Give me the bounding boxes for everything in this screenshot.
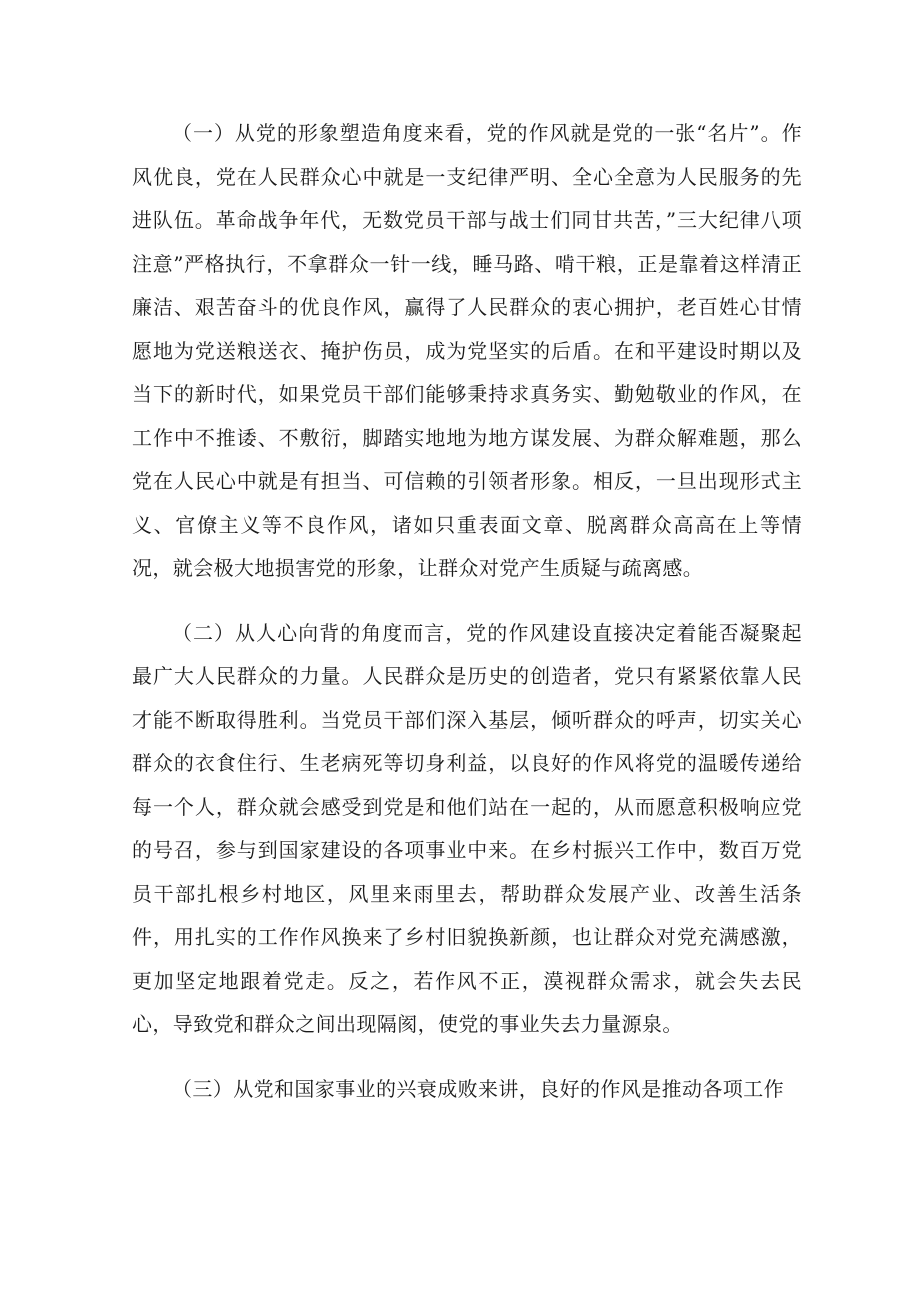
paragraph-2: （二）从人心向背的角度而言，党的作风建设直接决定着能否凝聚起最广大人民群众的力量。人民群众是历史的创造者，党只有紧紧依靠人民才能不断取得胜利。当党员干部们深入基层，倾听群众的呼声，切实关心群众的衣食住行、生老病死等切身利益，以良好的作风将党的温暖传递给每一个人，群众就会感受到党是和他们站在一起的，从而愿意积极响应党的号召，参与到国家建设的各项事业中来。在乡村振兴工作中，数百万党员干部扎根乡村地区，风里来雨里去，帮助群众发展产业、改善生活条件，用扎实的工作作风换来了乡村旧貌换新颜，也让群众对党充满感激，更加坚定地跟着党走。反之，若作风不正，漠视群众需求，就会失去民心，导致党和群众之间出现隔阂，使党的事业失去力量源泉。 [132, 620, 802, 1036]
paragraph-1: （一）从党的形象塑造角度来看，党的作风就是党的一张“名片”。作风优良，党在人民群众心中就是一支纪律严明、全心全意为人民服务的先进队伍。革命战争年代，无数党员干部与战士们同甘共苦，”三大纪律八项注意”严格执行，不拿群众一针一线，睡马路、啃干粮，正是靠着这样清正廉洁、艰苦奋斗的优良作风，赢得了人民群众的衷心拥护，老百姓心甘情愿地为党送粮送衣、掩护伤员，成为党坚实的后盾。在和平建设时期以及当下的新时代，如果党员干部们能够秉持求真务实、勤勉敬业的作风，在工作中不推诿、不敷衍，脚踏实地地为地方谋发展、为群众解难题，那么党在人民心中就是有担当、可信赖的引领者形象。相反，一旦出现形式主义、官僚主义等不良作风，诸如只重表面文章、脱离群众高高在上等情况，就会极大地损害党的形象，让群众对党产生质疑与疏离感。 [132, 121, 802, 580]
paragraph-3: （三）从党和国家事业的兴衰成败来讲，良好的作风是推动各项工作 [172, 1076, 784, 1101]
